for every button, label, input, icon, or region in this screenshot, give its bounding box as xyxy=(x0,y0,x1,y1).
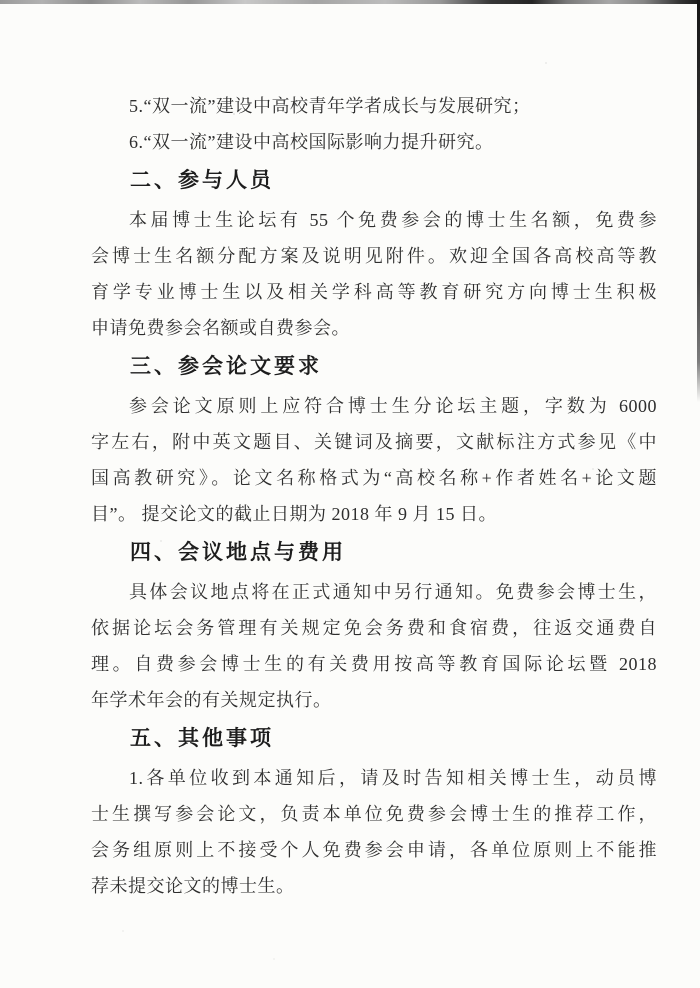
body-line: 士生撰写参会论文，负责本单位免费参会博士生的推荐工作， xyxy=(91,804,657,824)
body-line: 字左右，附中英文题目、关键词及摘要，文献标注方式参见《中 xyxy=(91,432,657,452)
body-line: 本届博士生论坛有 55 个免费参会的博士生名额，免费参 xyxy=(129,210,657,230)
section-heading: 三、参会论文要求 xyxy=(130,355,322,378)
document-body xyxy=(91,88,657,904)
section-heading: 二、参与人员 xyxy=(130,169,274,192)
body-line: 理。自费参会博士生的有关费用按高等教育国际论坛暨 2018 xyxy=(91,654,657,674)
body-line: 国高教研究》。论文名称格式为“高校名称+作者姓名+论文题 xyxy=(91,468,657,488)
body-line: 年学术年会的有关规定执行。 xyxy=(91,690,332,710)
body-line: 荐未提交论文的博士生。 xyxy=(91,876,295,896)
body-line: 会务组原则上不接受个人免费参会申请，各单位原则上不能推 xyxy=(91,840,657,860)
body-line: 目”。 提交论文的截止日期为 2018 年 9 月 15 日。 xyxy=(91,504,497,524)
body-line: 育学专业博士生以及相关学科高等教育研究方向博士生积极 xyxy=(91,282,657,302)
section-heading: 四、会议地点与费用 xyxy=(130,541,346,564)
body-line: 参会论文原则上应符合博士生分论坛主题，字数为 6000 xyxy=(129,396,657,416)
section-heading: 五、其他事项 xyxy=(130,727,274,750)
body-line: 申请免费参会名额或自费参会。 xyxy=(91,318,350,338)
paper-speckles xyxy=(0,0,2,2)
body-line: 1.各单位收到本通知后，请及时告知相关博士生，动员博 xyxy=(129,768,657,788)
scan-artifact-top-edge xyxy=(0,0,700,4)
body-line: 依据论坛会务管理有关规定免会务费和食宿费，往返交通费自 xyxy=(91,618,657,638)
list-item: 6.“双一流”建设中高校国际影响力提升研究。 xyxy=(129,132,494,152)
list-item: 5.“双一流”建设中高校青年学者成长与发展研究； xyxy=(129,96,531,116)
body-line: 会博士生名额分配方案及说明见附件。欢迎全国各高校高等教 xyxy=(91,246,657,266)
body-line: 具体会议地点将在正式通知中另行通知。免费参会博士生， xyxy=(129,582,657,602)
